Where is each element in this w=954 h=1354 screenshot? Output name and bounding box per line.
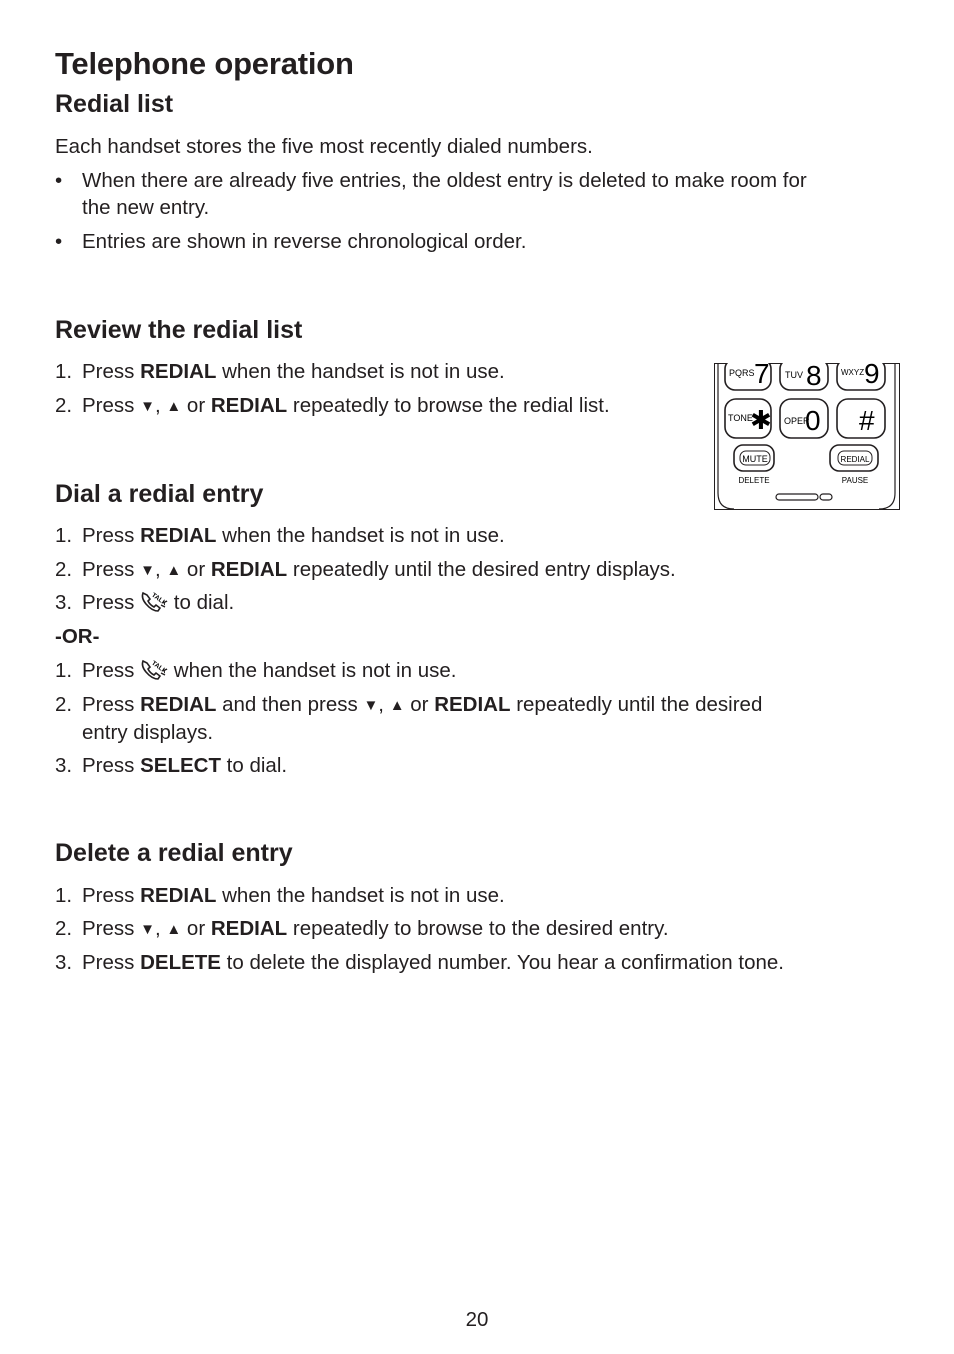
up-arrow-icon: ▲ xyxy=(389,697,405,714)
step-text: Press xyxy=(82,524,141,547)
key-name: REDIAL xyxy=(140,884,217,907)
mute-label: MUTE xyxy=(742,454,768,464)
step-text: or xyxy=(181,917,211,940)
up-arrow-icon: ▲ xyxy=(166,398,182,415)
step-text: , xyxy=(154,917,167,940)
step-number: 2. xyxy=(55,394,73,417)
step-text: , xyxy=(378,693,390,716)
step-number: 1. xyxy=(55,360,73,383)
talk-icon xyxy=(140,657,168,683)
step-text: Press xyxy=(82,394,141,417)
key-digit: ✱ xyxy=(750,406,772,436)
key-name: REDIAL xyxy=(140,693,217,716)
svg-text:TALK: TALK xyxy=(150,591,169,608)
key-name: REDIAL xyxy=(210,394,288,417)
key-name: REDIAL xyxy=(210,558,288,581)
key-name: REDIAL xyxy=(140,524,217,547)
redial-label: REDIAL xyxy=(840,455,870,464)
page-number: 20 xyxy=(465,1308,489,1331)
bullet-text: Entries are shown in reverse chronological order. xyxy=(82,230,527,253)
key-letters: PQRS xyxy=(729,368,755,378)
step-text: repeatedly to browse to the desired entry. xyxy=(287,917,669,940)
key-digit: 9 xyxy=(864,363,880,389)
key-letters: OPER xyxy=(784,416,810,426)
step-text: , xyxy=(154,394,167,417)
pause-label: PAUSE xyxy=(841,476,869,485)
speaker-slot xyxy=(820,494,832,500)
section-heading-dial: Dial a redial entry xyxy=(55,480,264,508)
bullet-marker: • xyxy=(55,230,63,253)
step-text: Press xyxy=(82,754,141,777)
key-name: DELETE xyxy=(140,951,221,974)
svg-text:TALK: TALK xyxy=(150,659,169,676)
section-heading-delete: Delete a redial entry xyxy=(55,839,293,867)
key-digit: 7 xyxy=(754,363,770,389)
step-text: Press xyxy=(82,659,141,682)
key-name: REDIAL xyxy=(434,693,511,716)
key-letters: WXYZ xyxy=(841,368,865,377)
step-number: 3. xyxy=(55,591,73,614)
down-arrow-icon: ▼ xyxy=(140,562,155,579)
step-text: or xyxy=(404,693,435,716)
step-text: repeatedly until the desired entry displays. xyxy=(287,558,676,581)
step-number: 2. xyxy=(55,558,73,581)
step-text: Press xyxy=(82,693,141,716)
or-separator: -OR- xyxy=(55,625,100,648)
bullet-text-line: When there are already five entries, the oldest entry is deleted to make room for xyxy=(82,169,807,192)
step-text: Press xyxy=(82,558,141,581)
step-text: Press xyxy=(82,917,141,940)
step-text: , xyxy=(154,558,167,581)
step-number: 2. xyxy=(55,917,73,940)
down-arrow-icon: ▼ xyxy=(363,697,379,714)
step-number: 1. xyxy=(55,884,73,907)
talk-icon xyxy=(140,589,168,615)
key-digit: 0 xyxy=(805,405,821,436)
step-text: or xyxy=(181,558,211,581)
step-text: when the handset is not in use. xyxy=(216,524,505,547)
step-text: Press xyxy=(82,360,141,383)
bullet-marker: • xyxy=(55,169,63,192)
intro-paragraph: Each handset stores the five most recently dialed numbers. xyxy=(55,135,593,158)
step-text: and then press xyxy=(216,693,364,716)
step-text: Press xyxy=(82,591,141,614)
step-text: repeatedly to browse the redial list. xyxy=(287,394,610,417)
step-text: to delete the displayed number. You hear a confirmation tone. xyxy=(220,951,784,974)
step-text: Press xyxy=(82,884,141,907)
step-text: entry displays. xyxy=(82,721,214,744)
delete-label: DELETE xyxy=(738,476,770,485)
step-text: to dial. xyxy=(220,754,288,777)
bullet-text-line: the new entry. xyxy=(82,196,210,219)
step-number: 1. xyxy=(55,659,73,682)
step-text: when the handset is not in use. xyxy=(168,659,457,682)
step-text: when the handset is not in use. xyxy=(216,360,505,383)
down-arrow-icon: ▼ xyxy=(140,921,155,938)
section-heading-review: Review the redial list xyxy=(55,316,303,344)
step-text: to dial. xyxy=(168,591,235,614)
page-title: Telephone operation xyxy=(55,46,354,81)
step-number: 3. xyxy=(55,951,73,974)
step-text: repeatedly until the desired xyxy=(510,693,763,716)
step-text: Press xyxy=(82,951,141,974)
key-digit: # xyxy=(859,405,875,436)
key-name: SELECT xyxy=(140,754,221,777)
step-number: 1. xyxy=(55,524,73,547)
down-arrow-icon: ▼ xyxy=(140,398,155,415)
key-letters: TUV xyxy=(785,370,803,380)
key-letters: TONE xyxy=(728,413,753,423)
handset-keypad-illustration xyxy=(714,363,900,510)
key-digit: 8 xyxy=(806,363,822,391)
step-number: 2. xyxy=(55,693,73,716)
up-arrow-icon: ▲ xyxy=(166,921,182,938)
step-number: 3. xyxy=(55,754,73,777)
step-text: or xyxy=(181,394,211,417)
key-name: REDIAL xyxy=(210,917,288,940)
section-heading-redial-list: Redial list xyxy=(55,90,174,118)
speaker-slot xyxy=(776,494,818,500)
step-text: when the handset is not in use. xyxy=(216,884,505,907)
up-arrow-icon: ▲ xyxy=(166,562,182,579)
key-name: REDIAL xyxy=(140,360,217,383)
